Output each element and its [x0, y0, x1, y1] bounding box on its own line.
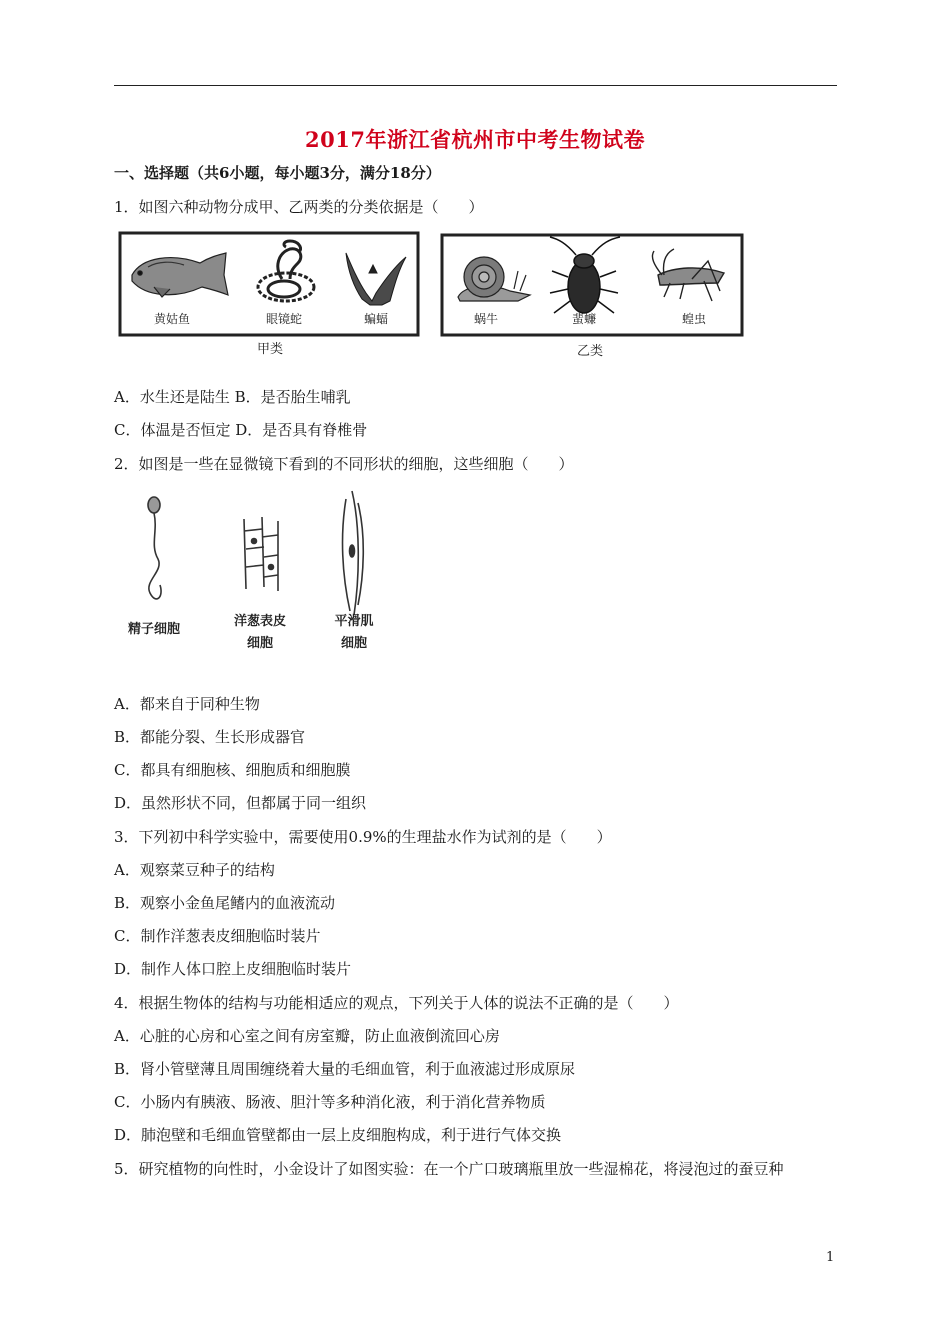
- q4-option-b: B．肾小管壁薄且周围缠绕着大量的毛细血管，利于血液滤过形成原尿: [114, 1060, 576, 1078]
- q3-option-c: C．制作洋葱表皮细胞临时装片: [114, 927, 321, 945]
- q2-stem: 2．如图是一些在显微镜下看到的不同形状的细胞，这些细胞（ ）: [114, 455, 574, 473]
- q1-options-ab: A．水生还是陆生 B．是否胎生哺乳: [114, 388, 351, 406]
- q2-cell-figure: [114, 485, 384, 661]
- q1-options-cd: C．体温是否恒定 D．是否具有脊椎骨: [114, 421, 368, 439]
- q1-animal-figure: [114, 231, 750, 361]
- snail-icon: [458, 257, 530, 301]
- q2-option-b: B．都能分裂、生长形成器官: [114, 728, 306, 746]
- bat-icon: [346, 253, 406, 305]
- group-yi-label: 乙类: [576, 344, 604, 359]
- animal-label-cobra: 眼镜蛇: [265, 312, 303, 326]
- q5-stem: 5．研究植物的向性时，小金设计了如图实验：在一个广口玻璃瓶里放一些湿棉花，将浸泡过的蚕豆种: [114, 1160, 784, 1178]
- cell-label-muscle-line2: 细胞: [340, 636, 368, 651]
- onion-epidermis-cell-icon: [244, 517, 278, 591]
- cell-label-sperm: 精子细胞: [127, 622, 181, 637]
- cell-label-muscle-line1: 平滑肌: [334, 614, 374, 629]
- grasshopper-icon: [652, 249, 724, 301]
- q2-option-c: C．都具有细胞核、细胞质和细胞膜: [114, 761, 351, 779]
- animal-label-bat: 蝙蝠: [363, 312, 389, 326]
- page-title: 2017年浙江省杭州市中考生物试卷: [305, 127, 645, 152]
- cobra-icon: [258, 241, 314, 301]
- smooth-muscle-cell-icon: [343, 491, 364, 615]
- group-jia-label: 甲类: [256, 342, 284, 357]
- animal-label-cockroach: 蜚蠊: [571, 312, 597, 326]
- q3-option-d: D．制作人体口腔上皮细胞临时装片: [114, 960, 352, 978]
- q4-option-c: C．小肠内有胰液、肠液、胆汁等多种消化液，利于消化营养物质: [114, 1093, 546, 1111]
- q2-option-a: A．都来自于同种生物: [114, 695, 260, 713]
- q4-stem: 4．根据生物体的结构与功能相适应的观点，下列关于人体的说法不正确的是（ ）: [114, 994, 679, 1012]
- q4-option-d: D．肺泡壁和毛细血管壁都由一层上皮细胞构成，利于进行气体交换: [114, 1126, 562, 1144]
- animal-label-fish: 黄姑鱼: [153, 312, 191, 326]
- q3-option-b: B．观察小金鱼尾鳍内的血液流动: [114, 894, 336, 912]
- header-rule: [114, 85, 837, 86]
- q3-stem: 3．下列初中科学实验中，需要使用0.9%的生理盐水作为试剂的是（ ）: [114, 828, 612, 846]
- cell-label-onion-line1: 洋葱表皮: [233, 614, 287, 629]
- cockroach-icon: [550, 237, 620, 313]
- animal-label-grasshopper: 蝗虫: [681, 312, 707, 326]
- q3-option-a: A．观察菜豆种子的结构: [114, 861, 275, 879]
- page-number: 1: [826, 1250, 835, 1265]
- animal-label-snail: 蜗牛: [473, 312, 499, 326]
- fish-icon: [132, 253, 228, 297]
- q4-option-a: A．心脏的心房和心室之间有房室瓣，防止血液倒流回心房: [114, 1027, 500, 1045]
- q2-option-d: D．虽然形状不同，但都属于同一组织: [114, 794, 367, 812]
- section-heading: 一、选择题（共6小题，每小题3分，满分18分）: [114, 164, 441, 182]
- cell-label-onion-line2: 细胞: [246, 636, 274, 651]
- sperm-cell-icon: [148, 497, 161, 599]
- q1-stem: 1．如图六种动物分成甲、乙两类的分类依据是（ ）: [114, 198, 484, 216]
